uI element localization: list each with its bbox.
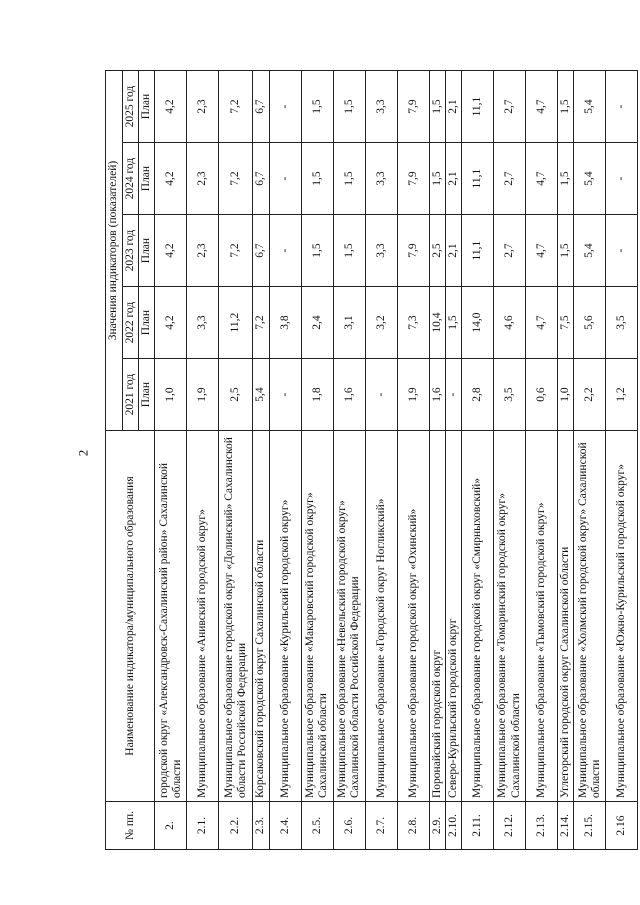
table-row <box>429 71 445 850</box>
table-row <box>301 71 333 850</box>
page-number: 2 <box>75 449 91 457</box>
value-cell: 4,6 <box>494 287 526 359</box>
header-plan: План <box>139 359 155 431</box>
row-number: 2.1. <box>187 802 219 850</box>
value-cell: 5,4 <box>574 215 606 287</box>
value-cell: 1,5 <box>301 71 333 143</box>
header-year: 2022 год <box>123 287 139 359</box>
row-number: 2.4. <box>269 802 301 850</box>
row-name: Муниципальное образование «Курильский городской округ» <box>269 431 301 802</box>
table-row <box>219 71 253 850</box>
value-cell: - <box>606 215 638 287</box>
value-cell: 3,8 <box>269 287 301 359</box>
row-name: Муниципальное образование городской округ «Смирныховский» <box>462 431 494 802</box>
value-cell: 3,3 <box>365 215 397 287</box>
header-year: 2024 год <box>123 143 139 215</box>
value-cell: 4,2 <box>155 143 187 215</box>
value-cell: 3,3 <box>365 143 397 215</box>
value-cell: 4,7 <box>526 143 558 215</box>
value-cell: 3,5 <box>606 287 638 359</box>
row-name: Муниципальное образование «Невельский городской округ» Сахалинской области Российской Федерации <box>333 431 365 802</box>
header-no: № пп. <box>106 802 155 850</box>
value-cell: 1,2 <box>606 359 638 431</box>
value-cell: 2,7 <box>494 71 526 143</box>
value-cell: - <box>269 215 301 287</box>
value-cell: 1,6 <box>429 359 445 431</box>
value-cell: 5,4 <box>574 71 606 143</box>
value-cell: 2,3 <box>187 71 219 143</box>
row-name: Муниципальное образование «Холмский городской округ» Сахалинской области <box>574 431 606 802</box>
value-cell: 7,2 <box>219 71 253 143</box>
table-row <box>462 71 494 850</box>
row-name: Корсаковский городской округ Сахалинской области <box>253 431 269 802</box>
value-cell: 1,6 <box>333 359 365 431</box>
value-cell: 11,1 <box>462 215 494 287</box>
value-cell: 5,6 <box>574 287 606 359</box>
value-cell: 7,2 <box>219 215 253 287</box>
value-cell: 3,2 <box>365 287 397 359</box>
value-cell: 1,5 <box>333 71 365 143</box>
value-cell: 2,4 <box>301 287 333 359</box>
value-cell: 1,5 <box>333 215 365 287</box>
indicators-table <box>105 70 638 850</box>
table-row <box>187 71 219 850</box>
value-cell: 1,5 <box>301 143 333 215</box>
value-cell: 2,7 <box>494 215 526 287</box>
value-cell: - <box>365 359 397 431</box>
value-cell: - <box>606 71 638 143</box>
value-cell: - <box>269 71 301 143</box>
row-name: Муниципальное образование городской округ «Охинский» <box>397 431 429 802</box>
row-number: 2.16 <box>606 802 638 850</box>
value-cell: 2,3 <box>187 143 219 215</box>
value-cell: 1,0 <box>155 359 187 431</box>
value-cell: 7,9 <box>397 143 429 215</box>
value-cell: 7,9 <box>397 215 429 287</box>
value-cell: 4,2 <box>155 287 187 359</box>
table-row <box>574 71 606 850</box>
value-cell: 2,1 <box>445 143 461 215</box>
table-body <box>155 71 638 850</box>
value-cell: 7,2 <box>219 143 253 215</box>
value-cell: 6,7 <box>253 71 269 143</box>
value-cell: 4,2 <box>155 71 187 143</box>
row-number: 2.6. <box>333 802 365 850</box>
value-cell: 3,3 <box>365 71 397 143</box>
row-number: 2.12. <box>494 802 526 850</box>
value-cell: 2,1 <box>445 71 461 143</box>
table-row <box>253 71 269 850</box>
row-name: Муниципальное образование «Южно-Курильский городской округ» <box>606 431 638 802</box>
header-name: Наименование индикатора/муниципального образования <box>106 431 155 802</box>
row-number: 2. <box>155 802 187 850</box>
row-name: Муниципальное образование «Анивский городской округ» <box>187 431 219 802</box>
value-cell: 1,5 <box>445 287 461 359</box>
header-year: 2021 год <box>123 359 139 431</box>
value-cell: 2,2 <box>574 359 606 431</box>
value-cell: 1,5 <box>333 143 365 215</box>
value-cell: 11,2 <box>219 287 253 359</box>
row-number: 2.13. <box>526 802 558 850</box>
table-row <box>445 71 461 850</box>
value-cell: 2,8 <box>462 359 494 431</box>
value-cell: 14,0 <box>462 287 494 359</box>
table-row <box>155 71 187 850</box>
header-plan: План <box>139 71 155 143</box>
row-number: 2.14. <box>558 802 574 850</box>
value-cell: 2,7 <box>494 143 526 215</box>
row-name: Муниципальное образование «Городской округ Ногликский» <box>365 431 397 802</box>
value-cell: 7,3 <box>397 287 429 359</box>
value-cell: - <box>606 143 638 215</box>
row-name: Муниципальное образование «Томаринский городской округ» Сахалинской области <box>494 431 526 802</box>
rotated-page-content <box>105 70 630 850</box>
value-cell: 1,0 <box>558 359 574 431</box>
value-cell: 1,5 <box>558 71 574 143</box>
row-name: Муниципальное образование «Тымовский городской округ» <box>526 431 558 802</box>
row-name: городской округ «Александровск-Сахалинский район» Сахалинской области <box>155 431 187 802</box>
row-name: Поронайский городской округ <box>429 431 445 802</box>
row-name: Муниципальное образование «Макаровский городской округ» Сахалинской области <box>301 431 333 802</box>
value-cell: 7,5 <box>558 287 574 359</box>
row-name: Муниципальное образование городской округ «Долинский» Сахалинской области Российской Федерации <box>219 431 253 802</box>
header-year: 2023 год <box>123 215 139 287</box>
table-row <box>397 71 429 850</box>
value-cell: 10,4 <box>429 287 445 359</box>
value-cell: 4,2 <box>155 215 187 287</box>
value-cell: 11,1 <box>462 71 494 143</box>
value-cell: 5,4 <box>253 359 269 431</box>
value-cell: 1,5 <box>429 71 445 143</box>
value-cell: 4,7 <box>526 287 558 359</box>
value-cell: 11,1 <box>462 143 494 215</box>
value-cell: 1,5 <box>301 215 333 287</box>
value-cell: 1,5 <box>558 143 574 215</box>
row-number: 2.11. <box>462 802 494 850</box>
value-cell: 2,3 <box>187 215 219 287</box>
row-name: Северо-Курильский городской округ <box>445 431 461 802</box>
value-cell: 4,7 <box>526 71 558 143</box>
value-cell: 0,6 <box>526 359 558 431</box>
value-cell: 1,8 <box>301 359 333 431</box>
header-group: Значения индикаторов (показателей) <box>106 71 123 431</box>
value-cell: 3,5 <box>494 359 526 431</box>
row-number: 2.5. <box>301 802 333 850</box>
table-row <box>494 71 526 850</box>
value-cell: 1,5 <box>558 215 574 287</box>
row-number: 2.9. <box>429 802 445 850</box>
value-cell: 3,1 <box>333 287 365 359</box>
table-row <box>558 71 574 850</box>
header-plan: План <box>139 287 155 359</box>
value-cell: 1,9 <box>187 359 219 431</box>
row-number: 2.2. <box>219 802 253 850</box>
row-name: Углегорский городской округ Сахалинской области <box>558 431 574 802</box>
row-number: 2.7. <box>365 802 397 850</box>
value-cell: 7,9 <box>397 71 429 143</box>
value-cell: 1,5 <box>429 143 445 215</box>
value-cell: 1,9 <box>397 359 429 431</box>
table-row <box>365 71 397 850</box>
value-cell: 6,7 <box>253 143 269 215</box>
value-cell: 6,7 <box>253 215 269 287</box>
row-number: 2.15. <box>574 802 606 850</box>
row-number: 2.8. <box>397 802 429 850</box>
value-cell: 2,1 <box>445 215 461 287</box>
table-row <box>606 71 638 850</box>
table-row <box>269 71 301 850</box>
row-number: 2.10. <box>445 802 461 850</box>
table-row <box>333 71 365 850</box>
value-cell: - <box>445 359 461 431</box>
value-cell: 2,5 <box>219 359 253 431</box>
value-cell: - <box>269 143 301 215</box>
value-cell: 5,4 <box>574 143 606 215</box>
header-plan: План <box>139 215 155 287</box>
header-plan: План <box>139 143 155 215</box>
header-year: 2025 год <box>123 71 139 143</box>
table-row <box>526 71 558 850</box>
row-number: 2.3. <box>253 802 269 850</box>
value-cell: 7,2 <box>253 287 269 359</box>
value-cell: 2,5 <box>429 215 445 287</box>
value-cell: - <box>269 359 301 431</box>
value-cell: 4,7 <box>526 215 558 287</box>
value-cell: 3,3 <box>187 287 219 359</box>
